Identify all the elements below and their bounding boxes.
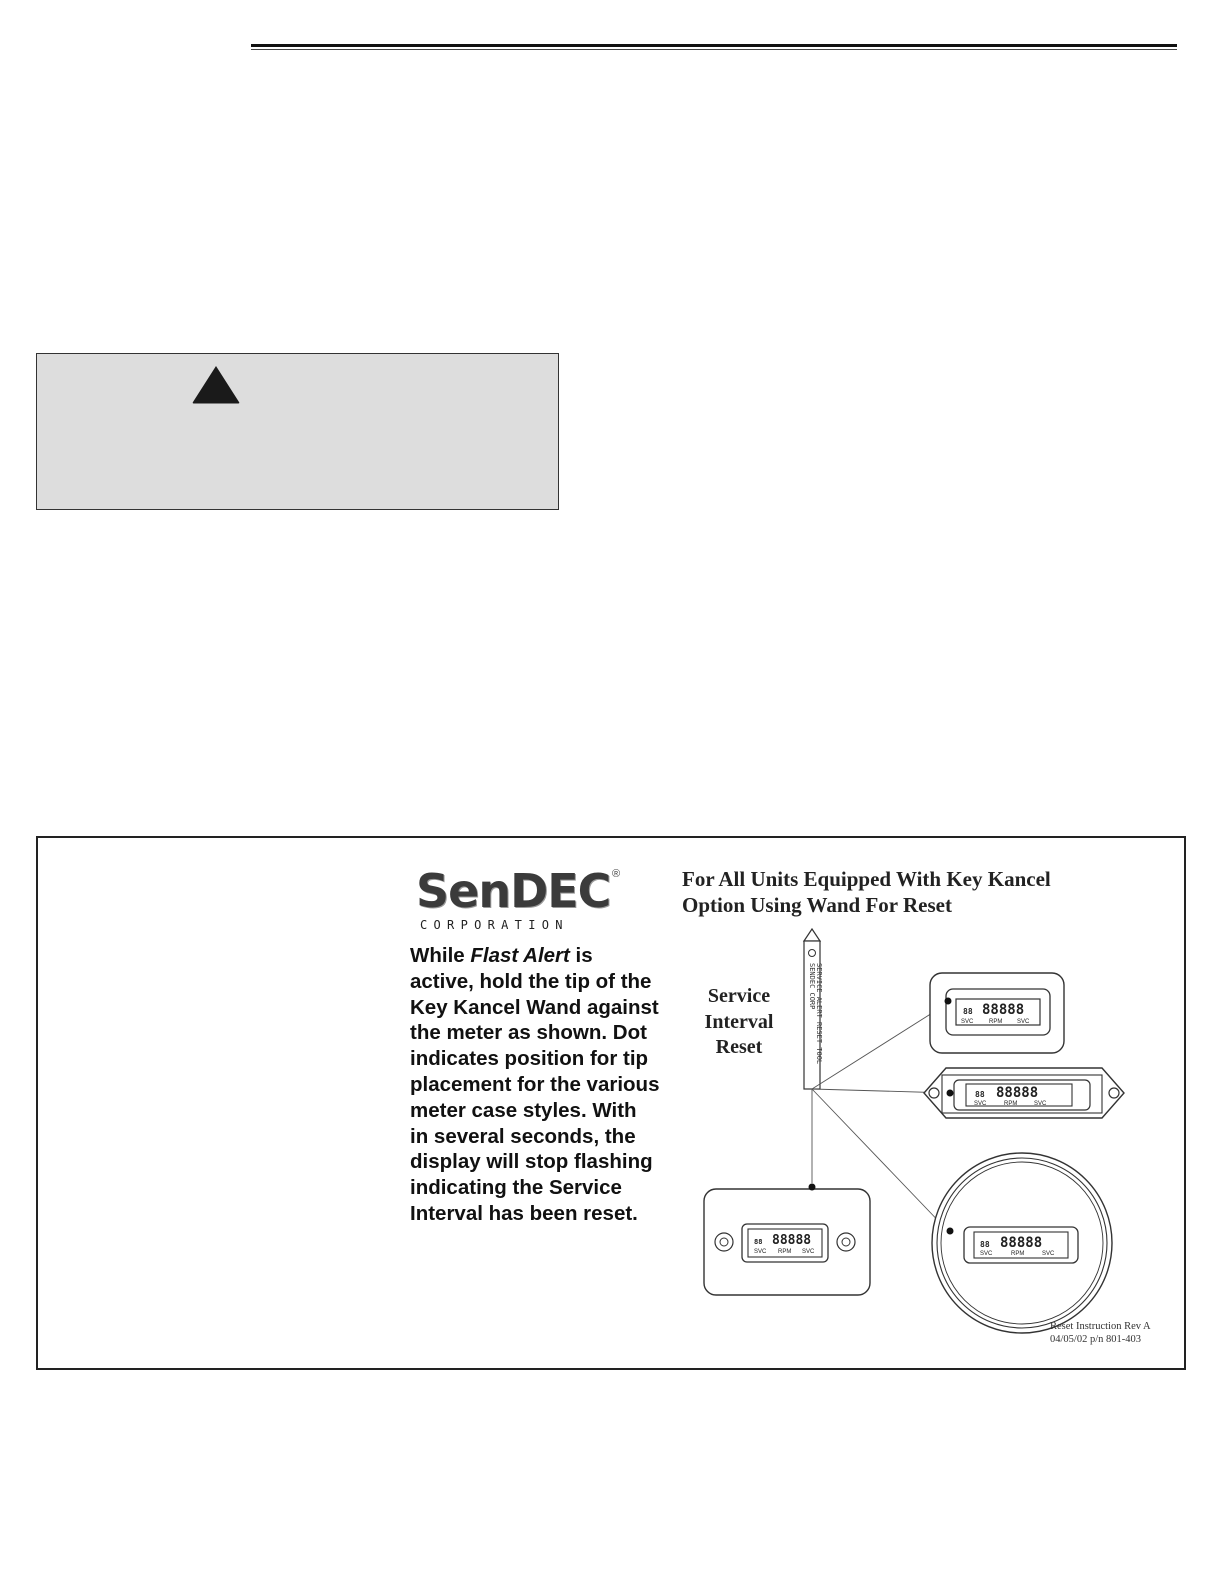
reset-instructions	[410, 943, 660, 1227]
meter-label: SVC	[802, 1249, 815, 1255]
reset-instruction-panel	[36, 836, 1186, 1370]
sendec-logo	[416, 864, 626, 934]
meter-indicator: 88	[963, 1007, 973, 1016]
meter-flanged	[924, 1068, 1124, 1118]
meter-readout: 88888	[1000, 1235, 1043, 1251]
meter-label: SVC	[1017, 1019, 1030, 1025]
meter-label: SVC	[1042, 1251, 1055, 1257]
warning-triangle-icon	[191, 364, 241, 404]
revision-line: Reset Instruction Rev A	[1050, 1321, 1151, 1332]
registered-mark: ®	[612, 868, 621, 880]
logo-wordmark: SenDEC	[416, 864, 611, 918]
product-name: Flast Alert	[470, 944, 570, 967]
meter-label: RPM	[1004, 1101, 1018, 1107]
warning-box	[36, 353, 559, 510]
meter-label: SVC	[974, 1101, 987, 1107]
wand-label-line: Interval	[704, 1010, 774, 1033]
meter-rectangular	[930, 973, 1064, 1053]
key-kancel-wand	[804, 929, 823, 1089]
header-rule-thin	[251, 49, 1177, 50]
logo-subtitle: CORPORATION	[420, 918, 569, 932]
meter-label: SVC	[980, 1251, 993, 1257]
instructions-part2: is active, hold the tip of the Key Kancel Wand against the meter as shown. Dot indicates position for tip placement for the various meter case styles. With in several seconds, the display will stop flashing indicating the Service Interval has been reset.	[410, 944, 660, 1225]
wand-text: SENDEC CORP	[808, 963, 816, 1010]
meter-indicator: 88	[754, 1238, 763, 1246]
meter-readout: 88888	[996, 1085, 1039, 1101]
meter-label: RPM	[1011, 1251, 1025, 1257]
meter-readout: 88888	[982, 1002, 1025, 1018]
diagram-title: For All Units Equipped With Key Kancel Option Using Wand For Reset	[682, 867, 1051, 917]
meter-label: RPM	[778, 1249, 792, 1255]
revision-line: 04/05/02 p/n 801-403	[1050, 1334, 1141, 1345]
meter-label: SVC	[1034, 1101, 1047, 1107]
wand-label-line: Service	[707, 985, 771, 1007]
meter-label: SVC	[754, 1249, 767, 1255]
instructions-part1: While	[410, 944, 471, 967]
meter-label: RPM	[989, 1019, 1003, 1025]
wand-label-line: Reset	[715, 1036, 763, 1058]
meter-indicator: 88	[975, 1090, 985, 1099]
meter-indicator: 88	[980, 1240, 990, 1249]
wand-text: SERVICE ALERT RESET TOOL	[815, 963, 823, 1065]
meter-round	[932, 1153, 1112, 1333]
meter-label: SVC	[961, 1019, 974, 1025]
meter-readout: 88888	[772, 1233, 812, 1248]
header-rule	[251, 44, 1177, 47]
revision-note	[1050, 1320, 1180, 1346]
meter-tab-mount	[704, 1184, 870, 1296]
meter-reset-diagram	[678, 923, 1168, 1343]
